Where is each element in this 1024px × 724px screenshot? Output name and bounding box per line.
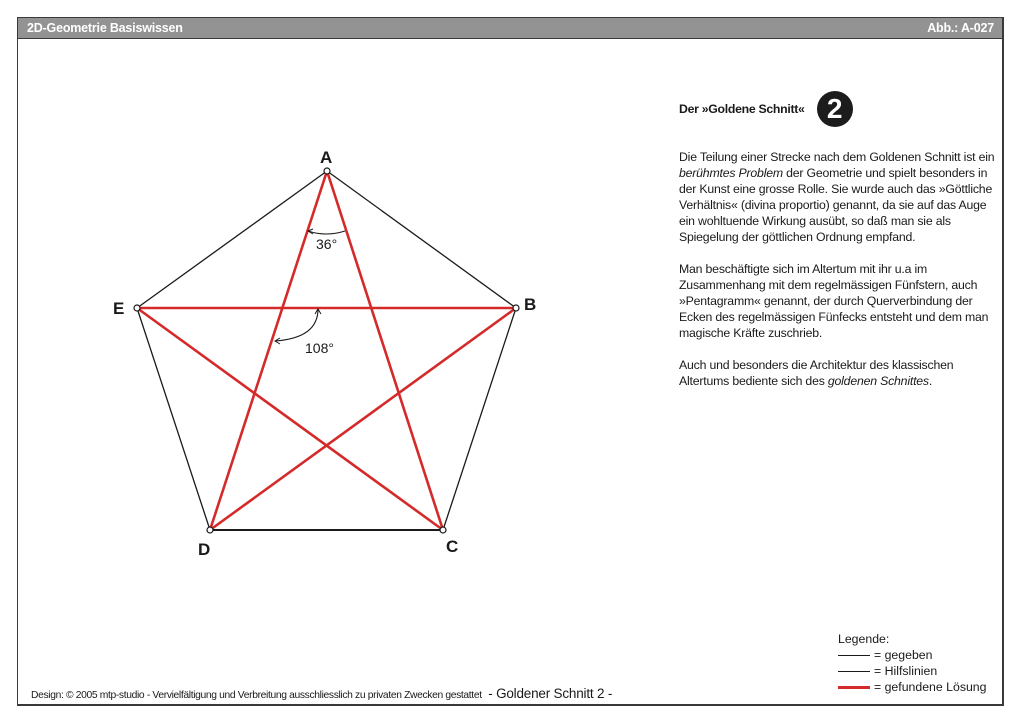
legend — [838, 631, 987, 695]
diagonal-bd — [210, 308, 516, 530]
legend-label-helper: = Hilfslinien — [874, 664, 938, 678]
vertex-d-point — [207, 527, 213, 533]
vertex-c-point — [440, 527, 446, 533]
diagonal-ac — [327, 171, 443, 530]
legend-label-solution: = gefundene Lösung — [874, 680, 987, 694]
legend-swatch-given — [838, 655, 870, 656]
legend-swatch-solution — [838, 686, 870, 689]
footer-credit: Design: © 2005 mtp-studio - Vervielfältigung und Verbreitung ausschliesslich zu privaten Zwecken gestattet — [31, 690, 482, 701]
paragraph-2: Man beschäftigte sich im Altertum mit ihr u.a im Zusammenhang mit dem regelmässigen Fünfstern, auch »Pentagramm« genannt, der durch Querverbindung der Ecken des regelmässigen Fünfecks entsteht und dem man magische Kräfte zuschrieb. — [679, 262, 989, 340]
legend-label-given: = gegeben — [874, 648, 933, 662]
angle-label-36: 36° — [316, 236, 338, 252]
edge-de — [137, 308, 210, 530]
edge-bc — [443, 308, 516, 530]
number-badge: 2 — [817, 91, 853, 127]
vertex-a-point — [324, 168, 330, 174]
diagonal-ec — [137, 308, 443, 530]
section-title-row — [679, 90, 999, 128]
paragraph-3-end: . — [928, 374, 933, 388]
paragraph-1-start: Die Teilung einer Strecke nach dem Goldenen Schnitt ist ein — [679, 150, 995, 164]
vertex-label-c: C — [446, 537, 459, 556]
section-title: Der »Goldene Schnitt« — [679, 102, 805, 116]
paragraph-3 — [679, 357, 999, 389]
footer — [31, 686, 612, 701]
paragraph-3-emphasis: goldenen Schnittes — [827, 374, 929, 388]
vertex-e-point — [134, 305, 140, 311]
legend-item-helper — [838, 663, 987, 679]
description-column — [679, 90, 999, 405]
vertex-label-a: A — [320, 148, 333, 167]
legend-title: Legende: — [838, 632, 890, 646]
paragraph-1-emphasis: berühmtes Problem — [679, 166, 783, 180]
figure-id: Abb.: A-027 — [927, 21, 994, 35]
header-title: 2D-Geometrie Basiswissen — [27, 21, 183, 35]
edge-ea — [137, 171, 327, 308]
arc-36 — [308, 231, 345, 234]
legend-item-given — [838, 647, 987, 663]
vertex-label-e: E — [113, 299, 125, 318]
legend-swatch-helper — [838, 671, 870, 672]
edge-ab — [327, 171, 516, 308]
legend-item-solution — [838, 679, 987, 695]
paragraph-1 — [679, 149, 999, 245]
vertex-label-b: B — [524, 295, 537, 314]
vertex-b-point — [513, 305, 519, 311]
paragraph-1-end: der Geometrie und spielt besonders in der Kunst eine grosse Rolle. Sie wurde auch das »Göttliche Verhältnis« (divina proportio) genannt, da sie auf das Auge ein wohltuende Wirkung ausübt, so daß man sie als Spiegelung der göttlichen Ordnung empfand. — [679, 166, 993, 244]
angle-label-108: 108° — [305, 340, 334, 356]
footer-page-label: - Goldener Schnitt 2 - — [488, 686, 613, 701]
paragraph-3-start: Auch und besonders die Architektur des klassischen Altertums bediente sich des — [679, 358, 954, 388]
vertex-label-d: D — [198, 540, 211, 559]
